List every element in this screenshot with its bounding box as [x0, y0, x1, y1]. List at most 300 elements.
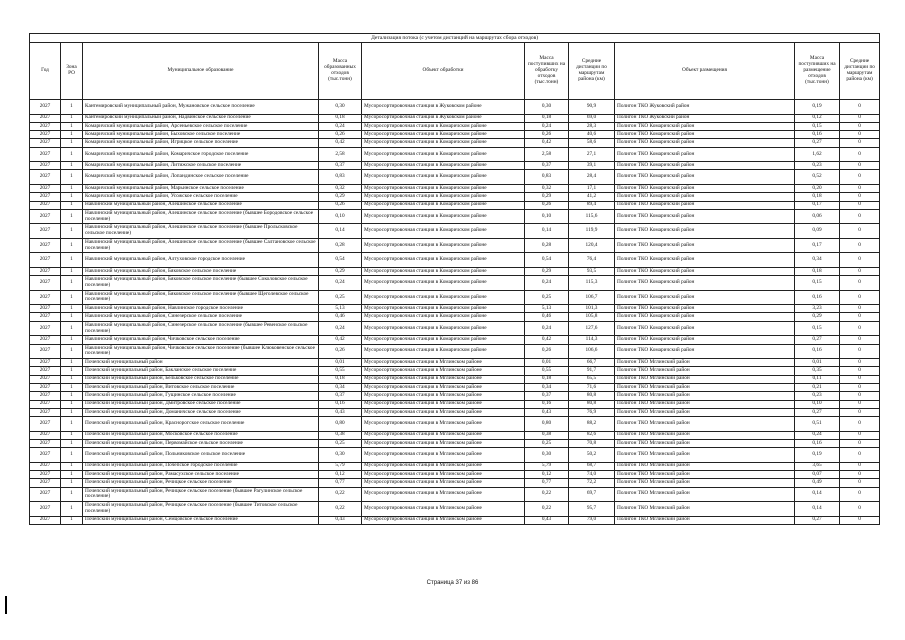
- cell-zone: 1: [61, 131, 83, 139]
- cell-processing-object: Мусоросортировочная станция в Жуковском районе: [362, 100, 525, 115]
- cell-mass-generated: 0,30: [319, 100, 362, 115]
- cell-municipality: Навлинский муниципальный район, Синезерское сельское поселение: [83, 313, 319, 321]
- header-mass-generated: Масса образованных отходов (тыс.тонн): [319, 43, 362, 100]
- cell-mass-to-disposal: 0,16: [795, 344, 840, 359]
- cell-processing-object: Мусоросортировочная станция в Мглинском районе: [362, 367, 525, 375]
- cell-zone: 1: [61, 122, 83, 130]
- cell-zone: 1: [61, 209, 83, 224]
- cell-mass-to-disposal: 0,18: [795, 193, 840, 201]
- cell-mass-to-disposal: 0,07: [795, 471, 840, 479]
- table-row: [30, 417, 880, 432]
- cell-zone: 1: [61, 313, 83, 321]
- cell-avg-distance-2: 0: [840, 224, 880, 239]
- cell-avg-distance-1: 40,6: [569, 131, 615, 139]
- cell-avg-distance-1: 91,7: [569, 367, 615, 375]
- cell-disposal-object: Полигон ТКО Комаричский район: [615, 336, 795, 344]
- cell-zone: 1: [61, 267, 83, 275]
- cell-avg-distance-2: 0: [840, 383, 880, 391]
- table-row: [30, 238, 880, 253]
- cell-processing-object: Мусоросортировочная станция в Комаричском районе: [362, 321, 525, 336]
- cell-processing-object: Мусоросортировочная станция в Мглинском районе: [362, 417, 525, 432]
- cell-municipality: Навлинский муниципальный район, Навлинское городское поселение: [83, 305, 319, 313]
- cell-mass-generated: 2,58: [319, 147, 362, 162]
- cell-avg-distance-2: 0: [840, 139, 880, 147]
- cell-disposal-object: Полигон ТКО Комаричский район: [615, 267, 795, 275]
- cell-processing-object: Мусоросортировочная станция в Мглинском районе: [362, 439, 525, 447]
- cell-processing-object: Мусоросортировочная станция в Комаричском районе: [362, 139, 525, 147]
- table-row: [30, 170, 880, 185]
- cell-mass-to-disposal: 0,49: [795, 479, 840, 487]
- cell-avg-distance-1: 65,5: [569, 375, 615, 383]
- cell-disposal-object: Полигон ТКО Мглинский район: [615, 516, 795, 524]
- cell-avg-distance-2: 0: [840, 400, 880, 408]
- cell-year: 2027: [30, 502, 61, 517]
- cell-year: 2027: [30, 162, 61, 170]
- cell-mass-to-disposal: 0,29: [795, 313, 840, 321]
- cell-mass-to-processing: 0,26: [525, 344, 569, 359]
- cell-zone: 1: [61, 139, 83, 147]
- cell-processing-object: Мусоросортировочная станция в Комаричском районе: [362, 122, 525, 130]
- cell-mass-to-disposal: 0,27: [795, 408, 840, 416]
- cell-processing-object: Мусоросортировочная станция в Комаричском районе: [362, 253, 525, 268]
- cell-avg-distance-2: 0: [840, 209, 880, 224]
- cell-mass-generated: 0,10: [319, 209, 362, 224]
- cell-disposal-object: Полигон ТКО Комаричский район: [615, 131, 795, 139]
- cell-year: 2027: [30, 276, 61, 291]
- cell-zone: 1: [61, 516, 83, 524]
- cell-zone: 1: [61, 162, 83, 170]
- cell-disposal-object: Полигон ТКО Мглинский район: [615, 487, 795, 502]
- cell-disposal-object: Полигон ТКО Комаричский район: [615, 170, 795, 185]
- cell-avg-distance-2: 0: [840, 502, 880, 517]
- cell-year: 2027: [30, 336, 61, 344]
- cell-mass-to-disposal: 0,15: [795, 276, 840, 291]
- cell-mass-generated: 0,32: [319, 184, 362, 192]
- cell-processing-object: Мусоросортировочная станция в Комаричском районе: [362, 201, 525, 209]
- cell-disposal-object: Полигон ТКО Мглинский район: [615, 479, 795, 487]
- cell-mass-to-processing: 0,46: [525, 313, 569, 321]
- cell-mass-generated: 0,12: [319, 471, 362, 479]
- cell-zone: 1: [61, 439, 83, 447]
- cell-year: 2027: [30, 392, 61, 400]
- cell-avg-distance-1: 106,6: [569, 344, 615, 359]
- cell-municipality: Навлинский муниципальный район, Алешинское сельское поселение: [83, 201, 319, 209]
- cell-avg-distance-1: 95,7: [569, 502, 615, 517]
- cell-processing-object: Мусоросортировочная станция в Комаричском районе: [362, 336, 525, 344]
- cell-year: 2027: [30, 209, 61, 224]
- cell-zone: 1: [61, 238, 83, 253]
- cell-mass-generated: 0,01: [319, 359, 362, 367]
- cell-avg-distance-2: 0: [840, 516, 880, 524]
- cell-mass-to-disposal: 0,21: [795, 383, 840, 391]
- cell-avg-distance-2: 0: [840, 321, 880, 336]
- cell-mass-to-disposal: 0,09: [795, 224, 840, 239]
- cell-zone: 1: [61, 201, 83, 209]
- cell-mass-to-disposal: 0,11: [795, 375, 840, 383]
- cell-avg-distance-1: 68,7: [569, 462, 615, 470]
- table-row: [30, 193, 880, 201]
- cell-year: 2027: [30, 479, 61, 487]
- page-number: Страница 37 из 86: [426, 580, 479, 586]
- cell-mass-to-processing: 0,37: [525, 392, 569, 400]
- cell-municipality: Комаричский муниципальный район, Игрицкое сельское поселение: [83, 139, 319, 147]
- cell-processing-object: Мусоросортировочная станция в Мглинском районе: [362, 375, 525, 383]
- header-avg-distance-1: Средние дистанции по маршрутам района (км): [569, 43, 615, 100]
- table-row: [30, 139, 880, 147]
- cell-mass-to-disposal: 0,35: [795, 367, 840, 375]
- cell-mass-generated: 0,18: [319, 114, 362, 122]
- cell-processing-object: Мусоросортировочная станция в Мглинском районе: [362, 462, 525, 470]
- scan-edge-mark: [5, 596, 7, 614]
- table-row: [30, 431, 880, 439]
- table-row: [30, 367, 880, 375]
- cell-avg-distance-2: 0: [840, 114, 880, 122]
- cell-municipality: Комаричский муниципальный район, Усожское сельское поселение: [83, 193, 319, 201]
- cell-mass-generated: 0,83: [319, 170, 362, 185]
- cell-processing-object: Мусоросортировочная станция в Комаричском районе: [362, 209, 525, 224]
- cell-mass-to-disposal: 0,15: [795, 321, 840, 336]
- cell-year: 2027: [30, 471, 61, 479]
- cell-year: 2027: [30, 139, 61, 147]
- table-row: [30, 439, 880, 447]
- cell-mass-generated: 0,46: [319, 313, 362, 321]
- cell-avg-distance-1: 69,7: [569, 487, 615, 502]
- cell-avg-distance-1: 90,9: [569, 100, 615, 115]
- cell-avg-distance-2: 0: [840, 253, 880, 268]
- cell-mass-to-disposal: 0,23: [795, 392, 840, 400]
- table-row: [30, 383, 880, 391]
- cell-municipality: Навлинский муниципальный район, Алешинское сельское поселение (бывшее Салтановское сельское поселение): [83, 238, 319, 253]
- cell-mass-to-processing: 0,01: [525, 359, 569, 367]
- cell-mass-generated: 0,24: [319, 122, 362, 130]
- cell-processing-object: Мусоросортировочная станция в Комаричском районе: [362, 162, 525, 170]
- cell-mass-to-processing: 0,83: [525, 170, 569, 185]
- cell-processing-object: Мусоросортировочная станция в Мглинском районе: [362, 502, 525, 517]
- flow-table: [29, 33, 880, 525]
- cell-municipality: Кантемировский муниципальный район, Надвинское сельское поселение: [83, 114, 319, 122]
- cell-disposal-object: Полигон ТКО Мглинский район: [615, 359, 795, 367]
- cell-disposal-object: Полигон ТКО Жуковский район: [615, 100, 795, 115]
- cell-avg-distance-2: 0: [840, 439, 880, 447]
- cell-mass-to-processing: 0,14: [525, 224, 569, 239]
- cell-disposal-object: Полигон ТКО Комаричский район: [615, 147, 795, 162]
- cell-avg-distance-1: 76,4: [569, 253, 615, 268]
- cell-processing-object: Мусоросортировочная станция в Комаричском районе: [362, 224, 525, 239]
- table-row: [30, 201, 880, 209]
- cell-year: 2027: [30, 448, 61, 463]
- cell-municipality: Почепский муниципальный район, Московское сельское поселение: [83, 431, 319, 439]
- cell-zone: 1: [61, 170, 83, 185]
- cell-mass-to-processing: 0,24: [525, 276, 569, 291]
- cell-mass-to-processing: 0,80: [525, 417, 569, 432]
- cell-mass-generated: 0,26: [319, 201, 362, 209]
- cell-zone: 1: [61, 253, 83, 268]
- table-row: [30, 336, 880, 344]
- table-row: [30, 321, 880, 336]
- cell-avg-distance-2: 0: [840, 276, 880, 291]
- cell-zone: 1: [61, 344, 83, 359]
- cell-municipality: Почепский муниципальный район, Семцовское сельское поселение: [83, 516, 319, 524]
- cell-zone: 1: [61, 100, 83, 115]
- cell-avg-distance-1: 82,6: [569, 431, 615, 439]
- cell-avg-distance-2: 0: [840, 448, 880, 463]
- header-mass-to-processing: Масса поступивших на обработку отходов (тыс.тонн): [525, 43, 569, 100]
- cell-processing-object: Мусоросортировочная станция в Комаричском районе: [362, 290, 525, 305]
- cell-avg-distance-1: 93,5: [569, 267, 615, 275]
- cell-avg-distance-1: 80,8: [569, 400, 615, 408]
- cell-disposal-object: Полигон ТКО Мглинский район: [615, 408, 795, 416]
- table-row: [30, 448, 880, 463]
- cell-municipality: Навлинский муниципальный район, Синезерское сельское поселение (бывшее Ревенское сельское поселение): [83, 321, 319, 336]
- cell-year: 2027: [30, 114, 61, 122]
- cell-avg-distance-2: 0: [840, 471, 880, 479]
- cell-municipality: Комаричский муниципальный район, Лопандинское сельское поселение: [83, 170, 319, 185]
- cell-year: 2027: [30, 122, 61, 130]
- table-row: [30, 224, 880, 239]
- cell-mass-to-disposal: 3,65: [795, 462, 840, 470]
- cell-avg-distance-2: 0: [840, 131, 880, 139]
- cell-year: 2027: [30, 238, 61, 253]
- cell-avg-distance-1: 89,4: [569, 201, 615, 209]
- cell-mass-generated: 0,25: [319, 439, 362, 447]
- cell-mass-to-processing: 0,42: [525, 139, 569, 147]
- cell-mass-to-processing: 0,30: [525, 448, 569, 463]
- header-municipality: Муниципальное образование: [83, 43, 319, 100]
- cell-year: 2027: [30, 131, 61, 139]
- cell-year: 2027: [30, 417, 61, 432]
- cell-mass-to-processing: 0,38: [525, 431, 569, 439]
- cell-mass-to-disposal: 0,19: [795, 448, 840, 463]
- cell-municipality: Комаричский муниципальный район, Быховское сельское поселение: [83, 131, 319, 139]
- cell-mass-generated: 0,18: [319, 375, 362, 383]
- cell-avg-distance-2: 0: [840, 290, 880, 305]
- cell-year: 2027: [30, 193, 61, 201]
- cell-municipality: Почепский муниципальный район, Почепское городское поселение: [83, 462, 319, 470]
- cell-municipality: Кантемировский муниципальный район, Мужановское сельское поселение: [83, 100, 319, 115]
- cell-processing-object: Мусоросортировочная станция в Комаричском районе: [362, 267, 525, 275]
- table-row: [30, 267, 880, 275]
- cell-municipality: Навлинский муниципальный район, Алтуховское городское поселение: [83, 253, 319, 268]
- cell-processing-object: Мусоросортировочная станция в Комаричском районе: [362, 193, 525, 201]
- cell-mass-generated: 0,29: [319, 193, 362, 201]
- header-year: Год: [30, 43, 61, 100]
- cell-year: 2027: [30, 147, 61, 162]
- cell-mass-to-disposal: 0,27: [795, 336, 840, 344]
- cell-zone: 1: [61, 184, 83, 192]
- cell-municipality: Навлинский муниципальный район, Бяковское сельское поселение: [83, 267, 319, 275]
- cell-zone: 1: [61, 408, 83, 416]
- cell-zone: 1: [61, 193, 83, 201]
- cell-year: 2027: [30, 462, 61, 470]
- cell-year: 2027: [30, 170, 61, 185]
- cell-zone: 1: [61, 359, 83, 367]
- cell-disposal-object: Полигон ТКО Мглинский район: [615, 471, 795, 479]
- cell-municipality: Навлинский муниципальный район, Алешинское сельское поселение (бывшее Бородовское сельское поселение): [83, 209, 319, 224]
- cell-avg-distance-2: 0: [840, 462, 880, 470]
- cell-avg-distance-2: 0: [840, 417, 880, 432]
- cell-mass-to-processing: 0,42: [525, 336, 569, 344]
- cell-mass-to-processing: 0,29: [525, 193, 569, 201]
- cell-disposal-object: Полигон ТКО Комаричский район: [615, 162, 795, 170]
- cell-zone: 1: [61, 290, 83, 305]
- cell-mass-generated: 0,22: [319, 502, 362, 517]
- cell-year: 2027: [30, 201, 61, 209]
- cell-disposal-object: Полигон ТКО Мглинский район: [615, 502, 795, 517]
- cell-disposal-object: Полигон ТКО Комаричский район: [615, 313, 795, 321]
- cell-mass-generated: 0,26: [319, 344, 362, 359]
- cell-processing-object: Мусоросортировочная станция в Мглинском районе: [362, 383, 525, 391]
- cell-processing-object: Мусоросортировочная станция в Мглинском районе: [362, 516, 525, 524]
- cell-avg-distance-2: 0: [840, 305, 880, 313]
- cell-year: 2027: [30, 400, 61, 408]
- cell-avg-distance-1: 58,6: [569, 139, 615, 147]
- cell-mass-generated: 0,34: [319, 383, 362, 391]
- table-row: [30, 400, 880, 408]
- cell-year: 2027: [30, 439, 61, 447]
- cell-disposal-object: Полигон ТКО Комаричский район: [615, 184, 795, 192]
- cell-mass-generated: 0,80: [319, 417, 362, 432]
- cell-municipality: Почепский муниципальный район, Речицкое сельское поселение (бывшее Титовское сельское поселение): [83, 502, 319, 517]
- cell-processing-object: Мусоросортировочная станция в Комаричском районе: [362, 170, 525, 185]
- cell-avg-distance-2: 0: [840, 100, 880, 115]
- cell-mass-to-processing: 0,10: [525, 209, 569, 224]
- cell-mass-to-disposal: 0,17: [795, 238, 840, 253]
- cell-mass-to-processing: 0,34: [525, 383, 569, 391]
- cell-municipality: Почепский муниципальный район, Бельковское сельское поселение: [83, 375, 319, 383]
- cell-disposal-object: Полигон ТКО Мглинский район: [615, 448, 795, 463]
- cell-processing-object: Мусоросортировочная станция в Мглинском районе: [362, 408, 525, 416]
- cell-avg-distance-1: 28,4: [569, 170, 615, 185]
- cell-mass-to-processing: 5,13: [525, 305, 569, 313]
- cell-processing-object: Мусоросортировочная станция в Комаричском районе: [362, 276, 525, 291]
- table-row: [30, 375, 880, 383]
- cell-avg-distance-2: 0: [840, 238, 880, 253]
- header-processing-object: Объект обработки: [362, 43, 525, 100]
- cell-mass-generated: 0,77: [319, 479, 362, 487]
- cell-avg-distance-1: 28,3: [569, 122, 615, 130]
- cell-year: 2027: [30, 408, 61, 416]
- cell-mass-to-processing: 0,43: [525, 516, 569, 524]
- cell-mass-generated: 0,28: [319, 238, 362, 253]
- table-row: [30, 147, 880, 162]
- cell-processing-object: Мусоросортировочная станция в Комаричском районе: [362, 184, 525, 192]
- cell-processing-object: Мусоросортировочная станция в Мглинском районе: [362, 479, 525, 487]
- cell-mass-to-processing: 0,32: [525, 184, 569, 192]
- cell-zone: 1: [61, 400, 83, 408]
- cell-year: 2027: [30, 344, 61, 359]
- table-row: [30, 462, 880, 470]
- cell-mass-to-disposal: 0,17: [795, 201, 840, 209]
- table-row: [30, 344, 880, 359]
- cell-zone: 1: [61, 392, 83, 400]
- table-row: [30, 290, 880, 305]
- cell-mass-to-disposal: 0,01: [795, 359, 840, 367]
- cell-avg-distance-1: 120,4: [569, 238, 615, 253]
- cell-disposal-object: Полигон ТКО Мглинский район: [615, 462, 795, 470]
- cell-processing-object: Мусоросортировочная станция в Жуковском районе: [362, 114, 525, 122]
- table-row: [30, 471, 880, 479]
- cell-municipality: Комаричский муниципальный район, Арсеньевское сельское поселение: [83, 122, 319, 130]
- cell-avg-distance-1: 50,2: [569, 448, 615, 463]
- cell-year: 2027: [30, 431, 61, 439]
- cell-mass-to-processing: 0,77: [525, 479, 569, 487]
- cell-avg-distance-1: 17,1: [569, 184, 615, 192]
- cell-processing-object: Мусоросортировочная станция в Мглинском районе: [362, 431, 525, 439]
- cell-processing-object: Мусоросортировочная станция в Мглинском районе: [362, 359, 525, 367]
- cell-mass-to-processing: 0,25: [525, 290, 569, 305]
- cell-mass-to-disposal: 3,23: [795, 305, 840, 313]
- cell-mass-to-disposal: 0,24: [795, 431, 840, 439]
- cell-mass-to-disposal: 0,23: [795, 162, 840, 170]
- cell-municipality: Почепский муниципальный район, Доманичское сельское поселение: [83, 408, 319, 416]
- cell-zone: 1: [61, 224, 83, 239]
- cell-year: 2027: [30, 224, 61, 239]
- cell-avg-distance-1: 39,1: [569, 162, 615, 170]
- header-disposal-object: Объект размещения: [615, 43, 795, 100]
- cell-mass-generated: 0,26: [319, 131, 362, 139]
- cell-year: 2027: [30, 375, 61, 383]
- cell-avg-distance-2: 0: [840, 487, 880, 502]
- cell-disposal-object: Полигон ТКО Мглинский район: [615, 375, 795, 383]
- cell-mass-to-processing: 0,43: [525, 408, 569, 416]
- cell-avg-distance-1: 27,1: [569, 147, 615, 162]
- header-mass-to-disposal: Масса поступивших на размещение отходов (тыс.тонн): [795, 43, 840, 100]
- cell-municipality: Почепский муниципальный район: [83, 359, 319, 367]
- cell-disposal-object: Полигон ТКО Мглинский район: [615, 392, 795, 400]
- cell-municipality: Почепский муниципальный район, Краснорогское сельское поселение: [83, 417, 319, 432]
- cell-avg-distance-2: 0: [840, 162, 880, 170]
- table-row: [30, 100, 880, 115]
- cell-municipality: Почепский муниципальный район, Дмитровское сельское поселение: [83, 400, 319, 408]
- cell-mass-to-processing: 5,79: [525, 462, 569, 470]
- table-row: [30, 392, 880, 400]
- cell-avg-distance-1: 115,6: [569, 209, 615, 224]
- cell-mass-generated: 0,38: [319, 431, 362, 439]
- cell-zone: 1: [61, 147, 83, 162]
- table-row: [30, 359, 880, 367]
- cell-zone: 1: [61, 431, 83, 439]
- cell-processing-object: Мусоросортировочная станция в Комаричском районе: [362, 131, 525, 139]
- cell-municipality: Почепский муниципальный район, Первомайское сельское поселение: [83, 439, 319, 447]
- cell-mass-to-processing: 0,24: [525, 122, 569, 130]
- cell-disposal-object: Полигон ТКО Мглинский район: [615, 400, 795, 408]
- table-row: [30, 209, 880, 224]
- cell-avg-distance-2: 0: [840, 431, 880, 439]
- cell-mass-to-processing: 0,26: [525, 131, 569, 139]
- cell-mass-generated: 0,14: [319, 224, 362, 239]
- cell-mass-to-disposal: 0,27: [795, 516, 840, 524]
- table-row: [30, 253, 880, 268]
- table-row: [30, 131, 880, 139]
- cell-avg-distance-1: 72,2: [569, 479, 615, 487]
- cell-municipality: Навлинский муниципальный район, Чичковское сельское поселение: [83, 336, 319, 344]
- table-row: [30, 305, 880, 313]
- cell-avg-distance-1: 115,3: [569, 276, 615, 291]
- cell-zone: 1: [61, 479, 83, 487]
- cell-mass-to-processing: 0,54: [525, 253, 569, 268]
- cell-avg-distance-1: 119,9: [569, 224, 615, 239]
- cell-avg-distance-2: 0: [840, 408, 880, 416]
- cell-year: 2027: [30, 290, 61, 305]
- cell-disposal-object: Полигон ТКО Жуковский район: [615, 114, 795, 122]
- cell-zone: 1: [61, 383, 83, 391]
- cell-mass-to-disposal: 0,16: [795, 131, 840, 139]
- cell-mass-to-processing: 0,25: [525, 439, 569, 447]
- cell-avg-distance-2: 0: [840, 479, 880, 487]
- cell-mass-generated: 0,54: [319, 253, 362, 268]
- cell-mass-to-processing: 0,18: [525, 375, 569, 383]
- cell-disposal-object: Полигон ТКО Комаричский район: [615, 290, 795, 305]
